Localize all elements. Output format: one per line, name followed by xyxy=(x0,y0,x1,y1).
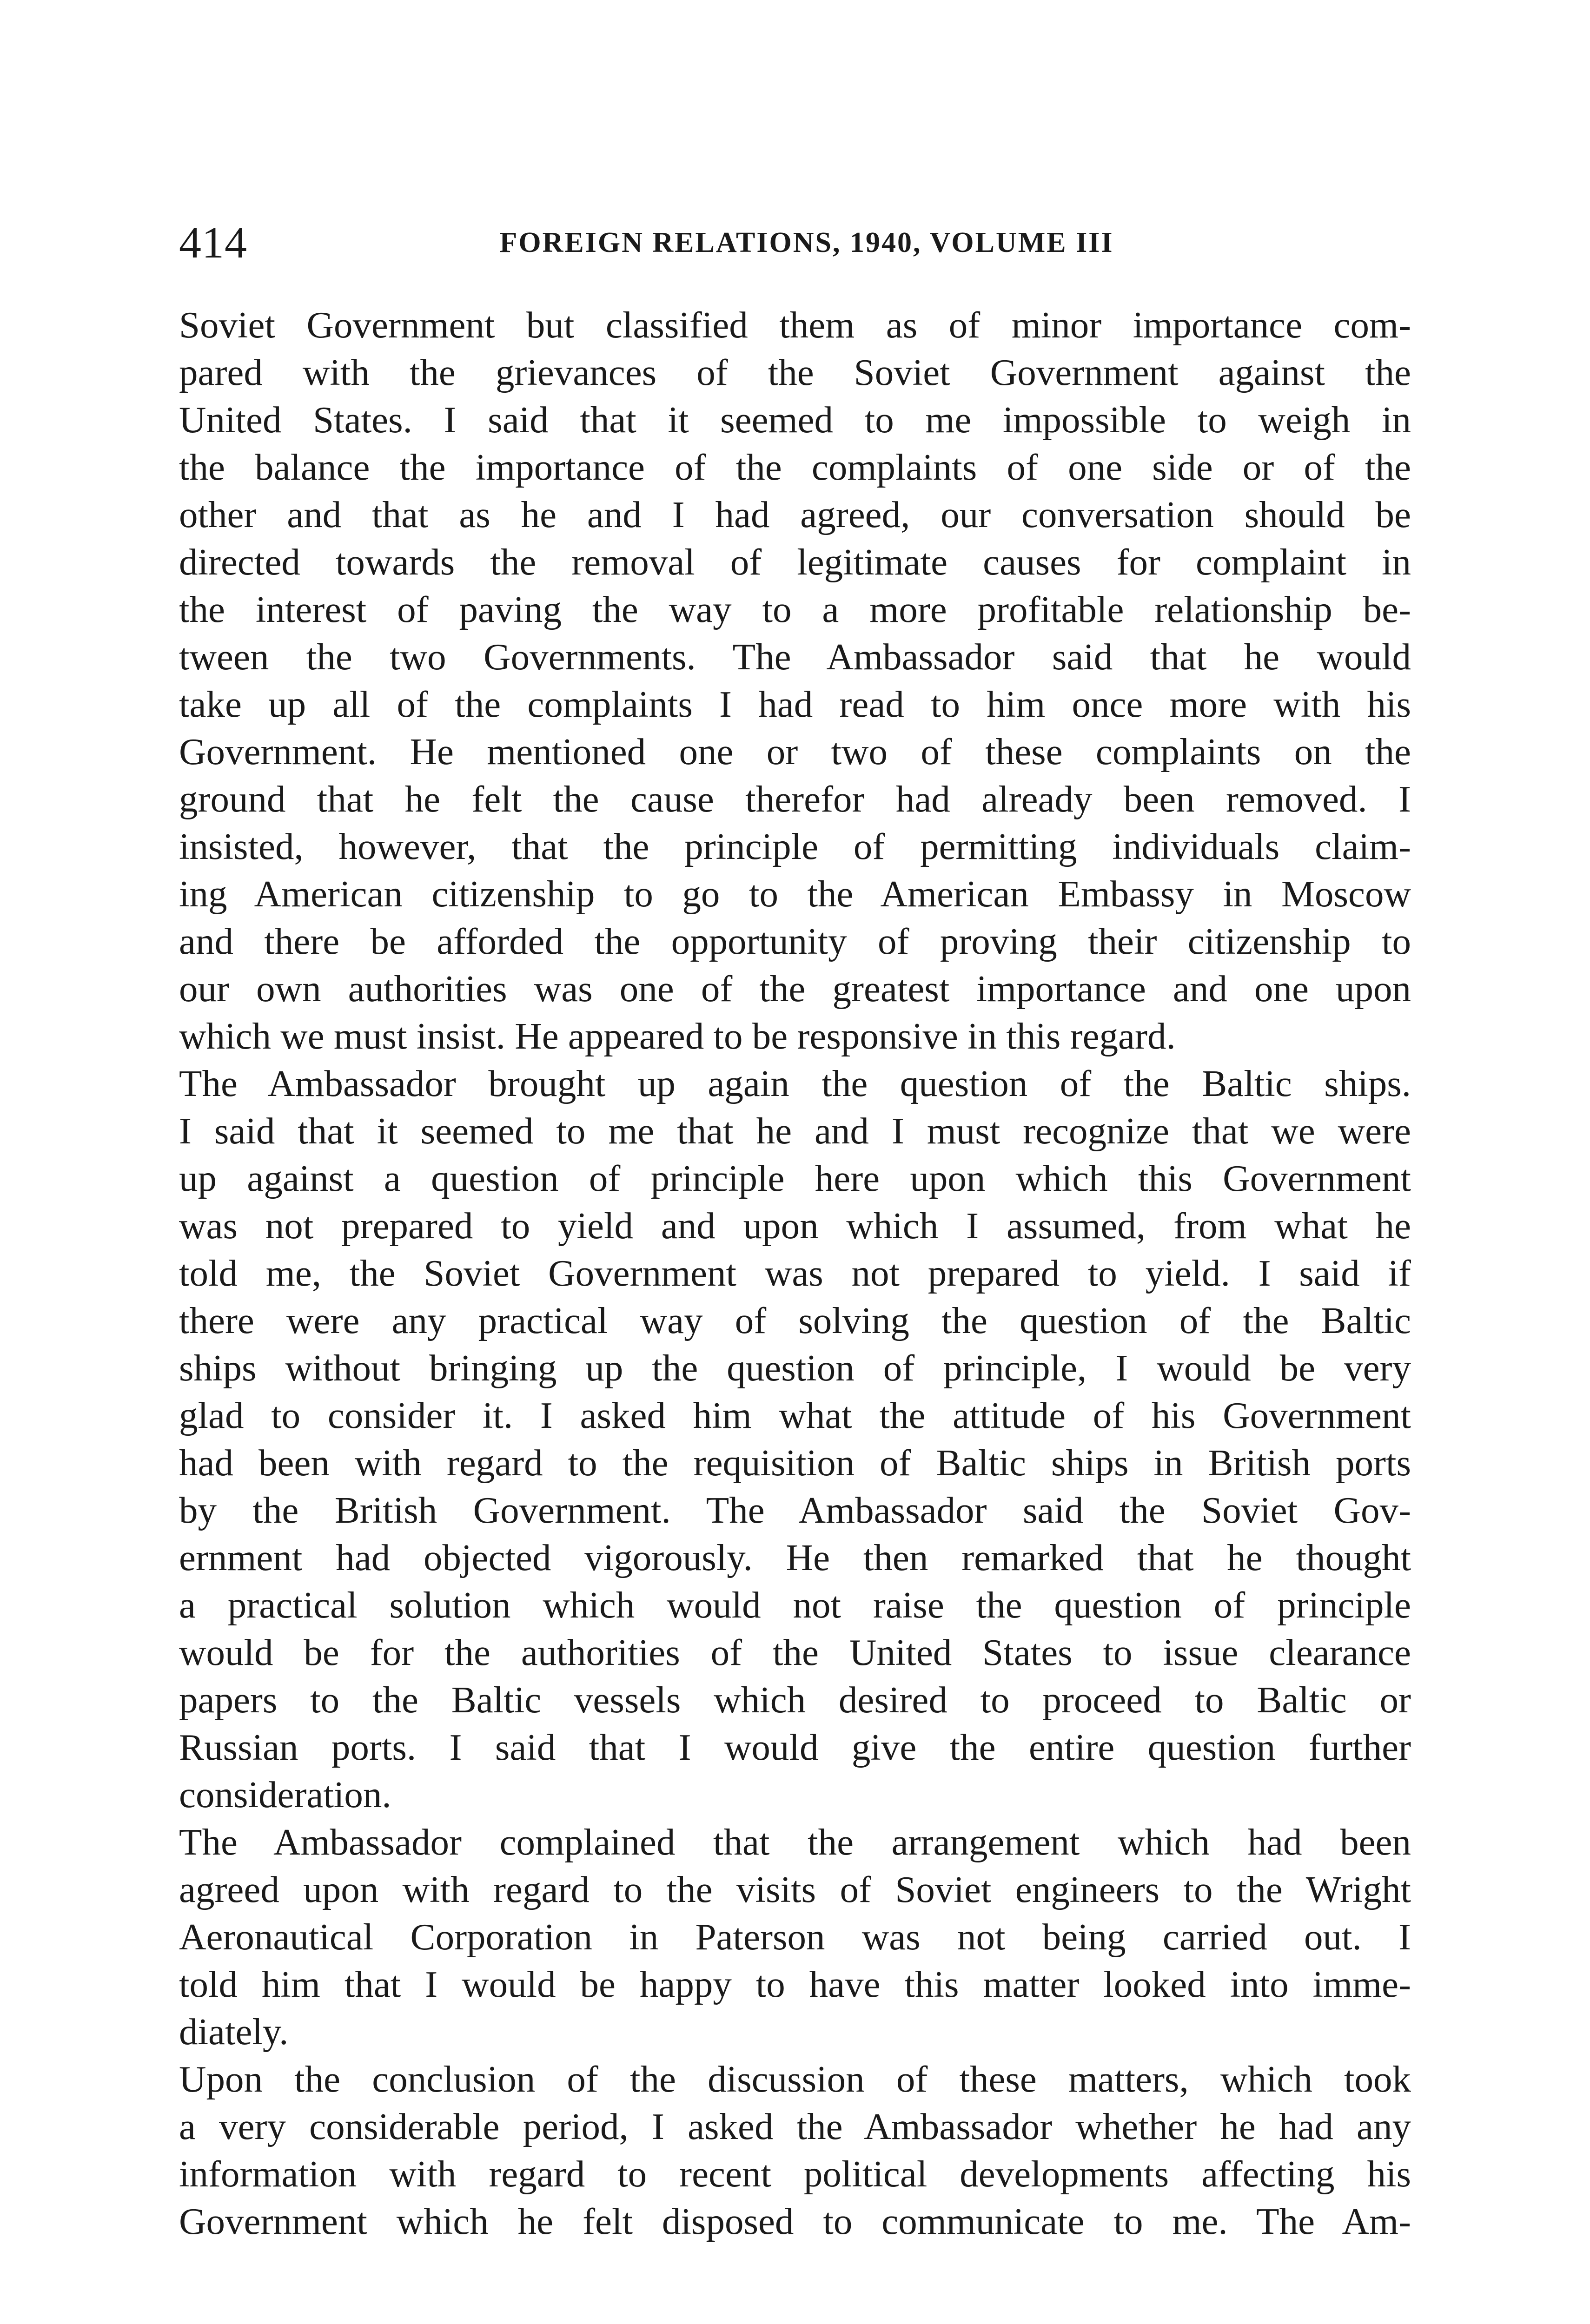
text-line: The Ambassador complained that the arrangement which had been xyxy=(179,1821,1411,1863)
text-line: papers to the Baltic vessels which desired to proceed to Baltic or xyxy=(179,1679,1411,1721)
text-line: Russian ports. I said that I would give the entire question further xyxy=(179,1726,1411,1768)
text-line: would be for the authorities of the United States to issue clearance xyxy=(179,1631,1411,1673)
text-line: the interest of paving the way to a more profitable relationship be- xyxy=(179,588,1411,630)
text-line: was not prepared to yield and upon which I assumed, from what he xyxy=(179,1205,1411,1247)
text-line: take up all of the complaints I had read to him once more with his xyxy=(179,683,1411,725)
page-header xyxy=(179,210,1434,275)
text-line: I said that it seemed to me that he and I must recognize that we were xyxy=(179,1110,1411,1152)
text-line: had been with regard to the requisition of Baltic ships in British ports xyxy=(179,1442,1411,1484)
text-line: ing American citizenship to go to the American Embassy in Moscow xyxy=(179,873,1411,915)
running-head: FOREIGN RELATIONS, 1940, VOLUME III xyxy=(499,227,1114,258)
text-line: our own authorities was one of the greatest importance and one upon xyxy=(179,968,1411,1010)
text-line: a very considerable period, I asked the Ambassador whether he had any xyxy=(179,2106,1411,2147)
text-line: Upon the conclusion of the discussion of these matters, which took xyxy=(179,2058,1411,2100)
text-line: there were any practical way of solving the question of the Baltic xyxy=(179,1300,1411,1341)
paragraph xyxy=(179,1818,1411,2055)
text-line: glad to consider it. I asked him what the attitude of his Government xyxy=(179,1394,1411,1436)
text-line: a practical solution which would not raise the question of principle xyxy=(179,1584,1411,1626)
text-line: by the British Government. The Ambassador said the Soviet Gov- xyxy=(179,1489,1411,1531)
text-line: other and that as he and I had agreed, our conversation should be xyxy=(179,494,1411,535)
paragraph xyxy=(179,301,1411,1060)
text-line: and there be afforded the opportunity of proving their citizenship to xyxy=(179,920,1411,962)
text-line: the balance the importance of the complaints of one side or of the xyxy=(179,446,1411,488)
paragraph xyxy=(179,2055,1411,2245)
text-line: directed towards the removal of legitimate causes for complaint in xyxy=(179,541,1411,583)
text-line: ships without bringing up the question of principle, I would be very xyxy=(179,1347,1411,1389)
body-text xyxy=(179,301,1411,2245)
text-line: ernment had objected vigorously. He then remarked that he thought xyxy=(179,1537,1411,1578)
text-line: The Ambassador brought up again the question of the Baltic ships. xyxy=(179,1063,1411,1104)
text-line: Aeronautical Corporation in Paterson was not being carried out. I xyxy=(179,1916,1411,1958)
text-line: insisted, however, that the principle of permitting individuals claim- xyxy=(179,825,1411,867)
page-number: 414 xyxy=(179,218,247,267)
text-line: diately. xyxy=(179,2011,289,2053)
paragraph xyxy=(179,1060,1411,1818)
text-line: which we must insist. He appeared to be responsive in this regard. xyxy=(179,1015,1176,1057)
text-line: told him that I would be happy to have this matter looked into imme- xyxy=(179,1963,1411,2005)
text-line: Soviet Government but classified them as of minor importance com- xyxy=(179,304,1411,346)
text-line: told me, the Soviet Government was not prepared to yield. I said if xyxy=(179,1252,1411,1294)
text-line: Government. He mentioned one or two of these complaints on the xyxy=(179,731,1411,772)
text-line: tween the two Governments. The Ambassador said that he would xyxy=(179,636,1411,678)
text-line: ground that he felt the cause therefor had already been removed. I xyxy=(179,778,1411,820)
text-line: Government which he felt disposed to communicate to me. The Am- xyxy=(179,2200,1411,2242)
text-line: agreed upon with regard to the visits of Soviet engineers to the Wright xyxy=(179,1868,1411,1910)
text-line: consideration. xyxy=(179,1774,391,1816)
text-line: United States. I said that it seemed to me impossible to weigh in xyxy=(179,399,1411,441)
text-line: up against a question of principle here upon which this Government xyxy=(179,1157,1411,1199)
text-line: information with regard to recent political developments affecting his xyxy=(179,2153,1411,2195)
text-line: pared with the grievances of the Soviet Government against the xyxy=(179,351,1411,393)
